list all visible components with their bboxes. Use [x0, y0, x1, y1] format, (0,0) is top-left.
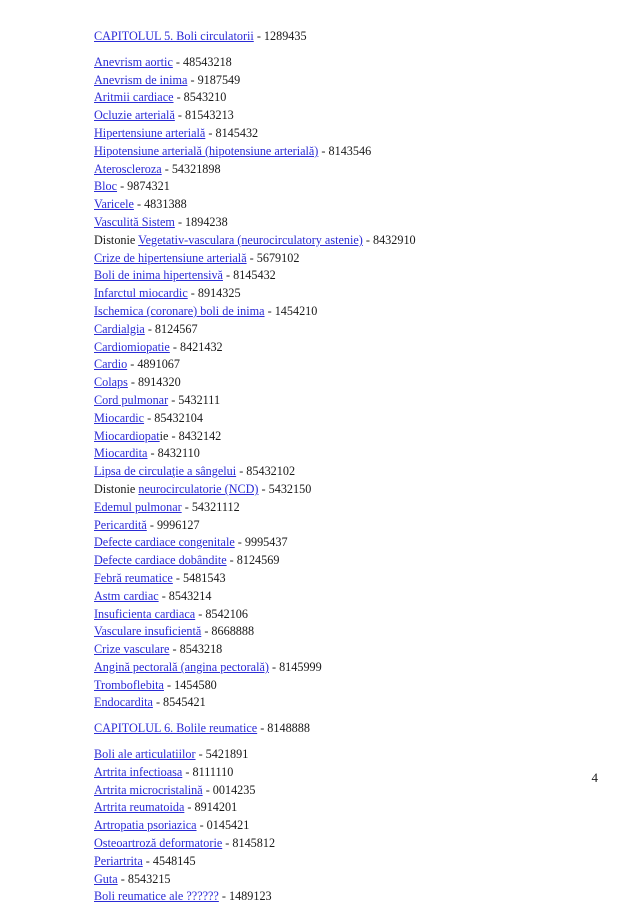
list-item — [94, 339, 614, 357]
entry-code: ie - 8432142 — [159, 428, 222, 443]
entry-code: - 8914325 — [187, 286, 241, 301]
list-item — [94, 641, 614, 659]
entry-code: - 8432110 — [147, 446, 200, 461]
list-item — [94, 72, 614, 90]
entry-code: - 8143546 — [318, 143, 372, 158]
entry-code: - 9187549 — [187, 72, 241, 87]
page-number: 4 — [591, 770, 598, 785]
list-item — [94, 445, 614, 463]
list-item-link[interactable]: Artrita infectioasa — [94, 764, 183, 779]
list-item-link[interactable]: Endocardita — [94, 695, 153, 710]
entry-code: - 1894238 — [174, 214, 228, 229]
entry-code: - 5679102 — [246, 250, 300, 265]
list-item-link[interactable]: Edemul pulmonar — [94, 499, 182, 514]
list-item — [94, 499, 614, 517]
list-item — [94, 125, 614, 143]
list-item-link[interactable]: Varicele — [94, 197, 134, 212]
entry-code: - 8145432 — [205, 125, 259, 140]
list-item — [94, 303, 614, 321]
document-body — [94, 28, 614, 906]
entry-code: - 81543213 — [174, 108, 234, 123]
list-item — [94, 196, 614, 214]
list-item-link[interactable]: Cardiomiopatie — [94, 339, 170, 354]
entry-code: - 8421432 — [169, 339, 223, 354]
list-item — [94, 570, 614, 588]
list-item-link[interactable]: Boli ale articulatiilor — [94, 747, 196, 762]
list-item — [94, 677, 614, 695]
entry-prefix: Distonie — [94, 232, 139, 247]
list-item — [94, 321, 614, 339]
spacer — [94, 46, 614, 54]
list-item-link[interactable]: Hipertensiune arterială — [94, 125, 206, 140]
list-item-link[interactable]: Ocluzie arterială — [94, 108, 175, 123]
list-item-link[interactable]: Insuficienta cardiaca — [94, 606, 196, 621]
list-item-link[interactable]: Cord pulmonar — [94, 392, 169, 407]
list-item-link[interactable]: Ischemica (coronare) boli de inima — [94, 303, 265, 318]
entry-code: - 8432910 — [362, 232, 416, 247]
entry-code: - 48543218 — [172, 54, 232, 69]
list-item — [94, 428, 614, 446]
list-item-link[interactable]: Tromboflebita — [94, 677, 164, 692]
list-item — [94, 89, 614, 107]
list-item-link[interactable]: Periartrita — [94, 853, 143, 868]
list-item-link[interactable]: Miocardic — [94, 410, 145, 425]
entry-prefix: Distonie — [94, 481, 139, 496]
list-item-link[interactable]: Osteoartroză deformatorie — [94, 836, 223, 851]
list-item-link[interactable]: Vasculare insuficientă — [94, 624, 202, 639]
list-item-link[interactable]: Angină pectorală (angina pectorală) — [94, 659, 269, 674]
list-item — [94, 374, 614, 392]
list-item-link[interactable]: Pericardită — [94, 517, 147, 532]
entry-code: - 8145432 — [222, 268, 276, 283]
entry-code: - 1289435 — [253, 29, 307, 43]
list-item — [94, 871, 614, 889]
list-item — [94, 517, 614, 535]
entry-code: - 1454580 — [163, 677, 217, 692]
spacer — [94, 712, 614, 720]
list-item-link[interactable]: Artrita reumatoida — [94, 800, 185, 815]
entry-code: - 8145999 — [268, 659, 322, 674]
list-item — [94, 853, 614, 871]
list-item — [94, 54, 614, 72]
entry-code: - 9995437 — [234, 535, 288, 550]
entry-code: - 8124567 — [144, 321, 198, 336]
entry-code: - 8145812 — [222, 836, 276, 851]
list-item — [94, 694, 614, 712]
entry-code: - 0145421 — [196, 818, 250, 833]
list-item — [94, 232, 614, 250]
list-item — [94, 534, 614, 552]
list-item-link[interactable]: Ateroscleroza — [94, 161, 162, 176]
list-item — [94, 835, 614, 853]
list-item-link[interactable]: Crize de hipertensiune arterială — [94, 250, 247, 265]
list-item-link[interactable]: Crize vasculare — [94, 642, 170, 657]
list-item-link[interactable]: Guta — [94, 871, 118, 886]
entry-code: - 8124569 — [226, 553, 280, 568]
list-item-link[interactable]: Boli reumatice ale ?????? — [94, 889, 219, 904]
list-item-link[interactable]: Miocardita — [94, 446, 148, 461]
entry-code: - 8543215 — [117, 871, 171, 886]
list-item-link[interactable]: Artrita microcristalină — [94, 782, 203, 797]
list-item — [94, 107, 614, 125]
entry-code: - 8668888 — [201, 624, 255, 639]
entry-code: - 9996127 — [146, 517, 200, 532]
list-item-link[interactable]: Defecte cardiace dobândite — [94, 553, 227, 568]
entry-code: - 8914320 — [127, 375, 181, 390]
list-item-link[interactable]: Anevrism aortic — [94, 54, 173, 69]
entry-code: - 8545421 — [152, 695, 206, 710]
list-item-link[interactable]: Lipsa de circulaţie a sângelui — [94, 464, 237, 479]
list-item — [94, 356, 614, 374]
list-item-link[interactable]: Cardialgia — [94, 321, 145, 336]
chapter-heading — [94, 720, 614, 738]
list-item-link[interactable]: Bloc — [94, 179, 118, 194]
chapter-heading — [94, 28, 614, 46]
list-item-link[interactable]: Boli de inima hipertensivă — [94, 268, 223, 283]
list-item — [94, 782, 614, 800]
list-item-link[interactable]: Vasculită Sistem — [94, 214, 175, 229]
entry-code: - 4831388 — [133, 197, 187, 212]
list-item — [94, 161, 614, 179]
entry-code: - 4891067 — [127, 357, 180, 372]
entry-code: - 8111110 — [182, 764, 234, 779]
list-item — [94, 143, 614, 161]
entry-code: - 5481543 — [172, 570, 226, 585]
list-item — [94, 888, 614, 906]
list-item — [94, 178, 614, 196]
list-item-link[interactable]: Vegetativ-vasculara (neurocirculatory astenie) — [138, 232, 363, 247]
entry-code: - 5421891 — [195, 747, 249, 762]
list-item — [94, 285, 614, 303]
list-item-link[interactable]: Miocardiopat — [94, 428, 160, 443]
list-item-link[interactable]: Colaps — [94, 375, 128, 390]
list-item — [94, 463, 614, 481]
list-item-link[interactable]: Defecte cardiace congenitale — [94, 535, 235, 550]
entry-code: - 8543214 — [158, 588, 212, 603]
list-item — [94, 817, 614, 835]
entry-code: - 0014235 — [202, 782, 256, 797]
list-item — [94, 799, 614, 817]
entry-code: - 1454210 — [264, 303, 318, 318]
list-item-link[interactable]: Anevrism de inima — [94, 72, 188, 87]
list-item-link[interactable]: Infarctul miocardic — [94, 286, 188, 301]
list-item — [94, 552, 614, 570]
list-item — [94, 659, 614, 677]
entry-code: - 8914201 — [184, 800, 238, 815]
entry-code: - 5432150 — [258, 481, 312, 496]
chapter-heading-link[interactable]: CAPITOLUL 6. Bolile reumatice — [94, 721, 258, 736]
list-item-link[interactable]: Astm cardiac — [94, 588, 159, 603]
entry-code: - 85432104 — [144, 410, 203, 425]
list-item — [94, 214, 614, 232]
entry-code: - 54321898 — [161, 161, 221, 176]
list-item-link[interactable]: Aritmii cardiace — [94, 90, 174, 105]
list-item — [94, 623, 614, 641]
entry-code: - 1489123 — [218, 889, 272, 904]
list-item — [94, 606, 614, 624]
entry-code: - 4548145 — [142, 853, 196, 868]
list-item — [94, 588, 614, 606]
list-item — [94, 392, 614, 410]
list-item — [94, 481, 614, 499]
entry-code: - 85432102 — [236, 464, 296, 479]
list-item-link[interactable]: Artropatia psoriazica — [94, 818, 197, 833]
entry-code: - 5432111 — [168, 392, 221, 407]
list-item-link[interactable]: Febră reumatice — [94, 570, 173, 585]
list-item — [94, 267, 614, 285]
list-item — [94, 250, 614, 268]
entry-code: - 54321112 — [181, 499, 240, 514]
list-item — [94, 764, 614, 782]
list-item-link[interactable]: Cardio — [94, 357, 128, 372]
chapter-heading-link[interactable]: CAPITOLUL 5. Boli circulatorii — [94, 29, 254, 43]
list-item — [94, 746, 614, 764]
entry-code: - 8542106 — [195, 606, 248, 621]
entry-code: - 8148888 — [257, 721, 310, 736]
list-item — [94, 410, 614, 428]
list-item-link[interactable]: neurocirculatorie (NCD) — [138, 481, 259, 496]
list-item-link[interactable]: Hipotensiune arterială (hipotensiune arterială) — [94, 143, 319, 158]
entry-code: - 9874321 — [117, 179, 170, 194]
spacer — [94, 738, 614, 746]
entry-code: - 8543210 — [173, 90, 227, 105]
entry-code: - 8543218 — [169, 642, 223, 657]
